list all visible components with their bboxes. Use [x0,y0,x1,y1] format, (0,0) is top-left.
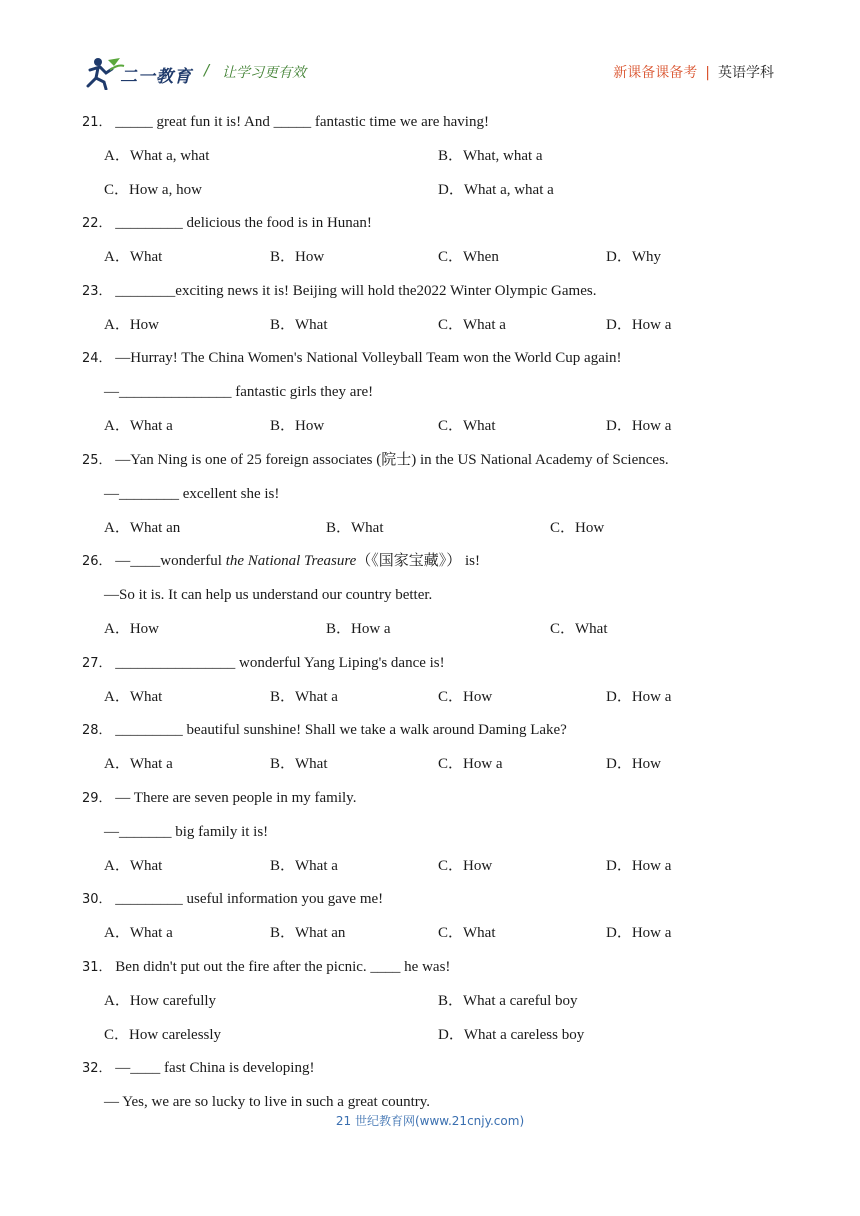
question-italic-title: the National Treasure [225,553,357,569]
question-text: _________ beautiful sunshine! Shall we take a walk around Daming Lake? [115,722,567,738]
option-d: D．How a [606,418,672,434]
option-c: C．What [438,418,496,434]
option-d: D．What a, what a [438,182,554,198]
option-b: B．What a [270,858,338,874]
question-text: Ben didn't put out the fire after the picnic. ____ he was! [115,959,451,975]
option-c: C．How [550,520,605,536]
question-text: _________ delicious the food is in Hunan! [115,215,372,231]
question-text-line2: — Yes, we are so lucky to live in such a great country. [104,1094,431,1110]
option-a: A．What [104,689,163,705]
question-21: 21． _____ great fun it is! And _____ fantastic time we are having! [82,114,489,130]
option-b: B．What a careful boy [438,993,578,1009]
header-course-info [613,62,774,82]
subject-label: 英语学科 [718,65,774,81]
option-b: B．What [270,317,328,333]
question-23: 23． ________exciting news it is! Beijing will hold the2022 Winter Olympic Games. [82,283,597,299]
question-text: —Yan Ning is one of 25 foreign associates (院士) in the US National Academy of Sciences. [115,452,669,468]
question-24: 24． —Hurray! The China Women's National Volleyball Team won the World Cup again! [82,350,622,366]
question-text-line2: —_______________ fantastic girls they are! [104,384,374,400]
option-c: C．How a, how [104,182,202,198]
question-25: 25． —Yan Ning is one of 25 foreign associates (院士) in the US National Academy of Sciences. [82,452,669,468]
option-c: C．How [438,689,493,705]
question-31: 31． Ben didn't put out the fire after the picnic. ____ he was! [82,959,451,975]
question-text: wonderful Yang Liping's dance is! [235,655,445,671]
option-b: B．What, what a [438,148,543,164]
option-c: C．What [550,621,608,637]
option-a: A．How [104,621,159,637]
option-a: A．What a [104,925,173,941]
question-27: 27． ________________ wonderful Yang Liping's dance is! [82,655,445,671]
option-a: A．What [104,249,163,265]
option-c: C．How carelessly [104,1027,222,1043]
question-text: —____wonderful [115,553,226,569]
question-text: _____ great fun it is! And _____ fantastic time we are having! [115,114,489,130]
option-a: A．What an [104,520,181,536]
option-c: C．How [438,858,493,874]
option-b: B．How a [326,621,391,637]
question-text: —Hurray! The China Women's National Volleyball Team won the World Cup again! [115,350,622,366]
question-28: 28． _________ beautiful sunshine! Shall we take a walk around Daming Lake? [82,722,567,738]
option-d: D．How [606,756,661,772]
option-d: D．Why [606,249,661,265]
option-d: D．How a [606,858,672,874]
question-30: 30． _________ useful information you gave me! [82,891,384,907]
slogan-separator: / [204,61,210,79]
question-26: 26． —____wonderful the National Treasure（《国家宝藏》） is! [82,553,481,569]
answer-blank: ________________ [115,655,236,671]
question-text-line2: —So it is. It can help us understand our country better. [104,587,433,603]
page-header [0,0,860,100]
option-b: B．What a [270,689,338,705]
page-footer: 21 世纪教育网(www.21cnjy.com) [335,1114,525,1128]
option-d: D．What a careless boy [438,1027,585,1043]
question-22: 22． _________ delicious the food is in Hunan! [82,215,372,231]
header-separator: | [705,65,710,81]
question-text: _________ useful information you gave me! [115,891,384,907]
option-b: B．What an [270,925,346,941]
question-text-line2: —________ excellent she is! [104,486,280,502]
option-c: C．How a [438,756,503,772]
question-text: —____ fast China is developing! [115,1060,315,1076]
option-b: B．What [270,756,328,772]
course-label: 新课备课备考 [613,65,698,81]
option-c: C．What a [438,317,506,333]
question-text: — There are seven people in my family. [115,790,357,806]
question-32: 32． —____ fast China is developing! [82,1060,315,1076]
logo-text: 二一教育 [120,67,192,87]
question-text-end: （《国家宝藏》） is! [356,553,481,569]
option-a: A．What a [104,756,173,772]
option-b: B．What [326,520,384,536]
option-b: B．How [270,418,325,434]
option-a: A．What a, what [104,148,210,164]
option-b: B．How [270,249,325,265]
option-a: A．How [104,317,159,333]
option-a: A．What [104,858,163,874]
option-c: C．When [438,249,499,265]
question-text-line2: —_______ big family it is! [104,824,269,840]
option-c: C．What [438,925,496,941]
question-text: ________exciting news it is! Beijing will hold the2022 Winter Olympic Games. [115,283,597,299]
option-d: D．How a [606,689,672,705]
option-d: D．How a [606,317,672,333]
option-a: A．What a [104,418,173,434]
option-d: D．How a [606,925,672,941]
question-29: 29． — There are seven people in my family. [82,790,357,806]
slogan: 让学习更有效 [222,65,306,81]
option-a: A．How carefully [104,993,217,1009]
